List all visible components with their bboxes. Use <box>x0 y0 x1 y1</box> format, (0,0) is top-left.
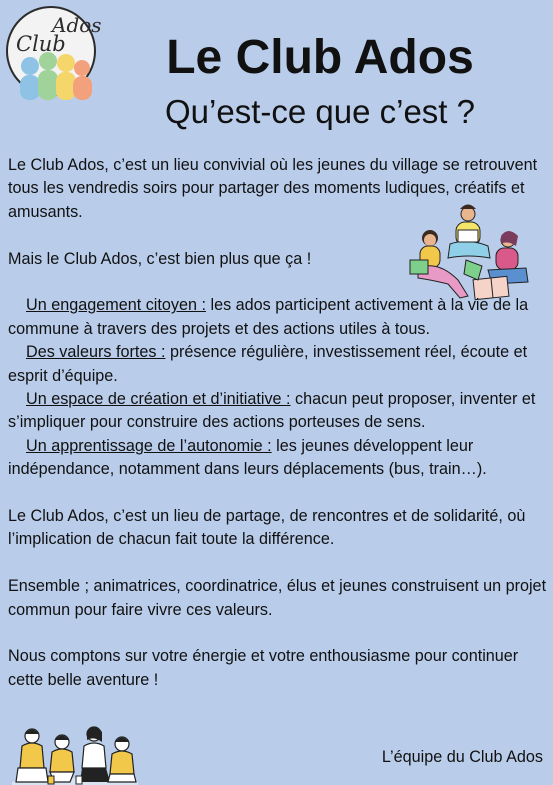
point-label: Un apprentissage de l’autonomie : <box>26 436 272 455</box>
main-text <box>8 154 548 692</box>
point-text: présence régulière, investissement réel, écoute et esprit d’équipe. <box>8 343 528 385</box>
club-ados-logo <box>6 6 102 96</box>
point-text: les ados participent activement à la vie de la commune à travers des projets et des actions utiles à tous. <box>8 296 529 338</box>
point-label: Un engagement citoyen : <box>26 296 206 315</box>
point-label: Un espace de création et d’initiative : <box>26 390 291 409</box>
paragraph-spacer <box>8 552 548 575</box>
paragraph-spacer <box>8 271 548 294</box>
sharing-paragraph: Le Club Ados, c’est un lieu de partage, de rencontres et de solidarité, où l’implication de chacun fait toute la différence. <box>8 507 526 549</box>
teens-group-icon <box>10 722 140 785</box>
point-valeurs <box>8 341 548 388</box>
logo-word-ados: Ados <box>52 13 102 37</box>
point-autonomie <box>8 435 548 482</box>
lead-paragraph: Mais le Club Ados, c’est bien plus que ça ! <box>8 249 312 268</box>
closing-paragraph: Nous comptons sur votre énergie et votre enthousiasme pour continuer cette belle aventure ! <box>8 647 519 689</box>
signature: L’équipe du Club Ados <box>381 748 543 766</box>
page-subtitle: Qu’est-ce que c’est ? <box>165 93 475 130</box>
paragraph-spacer <box>8 224 548 247</box>
point-label: Des valeurs fortes : <box>26 343 166 362</box>
point-creation <box>8 388 548 435</box>
intro-paragraph: Le Club Ados, c’est un lieu convivial où les jeunes du village se retrouvent tous les vendredis soirs pour partager des moments ludiques, créatifs et amusants. <box>8 156 538 221</box>
together-paragraph: Ensemble ; animatrices, coordinatrice, élus et jeunes construisent un projet commun pour faire vivre ces valeurs. <box>8 577 547 619</box>
point-text: chacun peut proposer, inventer et s’impliquer pour construire des actions porteuses de sens. <box>8 390 536 432</box>
point-engagement <box>8 294 548 341</box>
page-title: Le Club Ados <box>166 31 474 84</box>
paragraph-spacer <box>8 622 548 645</box>
point-text: les jeunes développent leur indépendance, notamment dans leurs déplacements (bus, train…). <box>8 436 487 479</box>
paragraph-spacer <box>8 482 548 505</box>
logo-word-club: Club <box>16 32 66 56</box>
